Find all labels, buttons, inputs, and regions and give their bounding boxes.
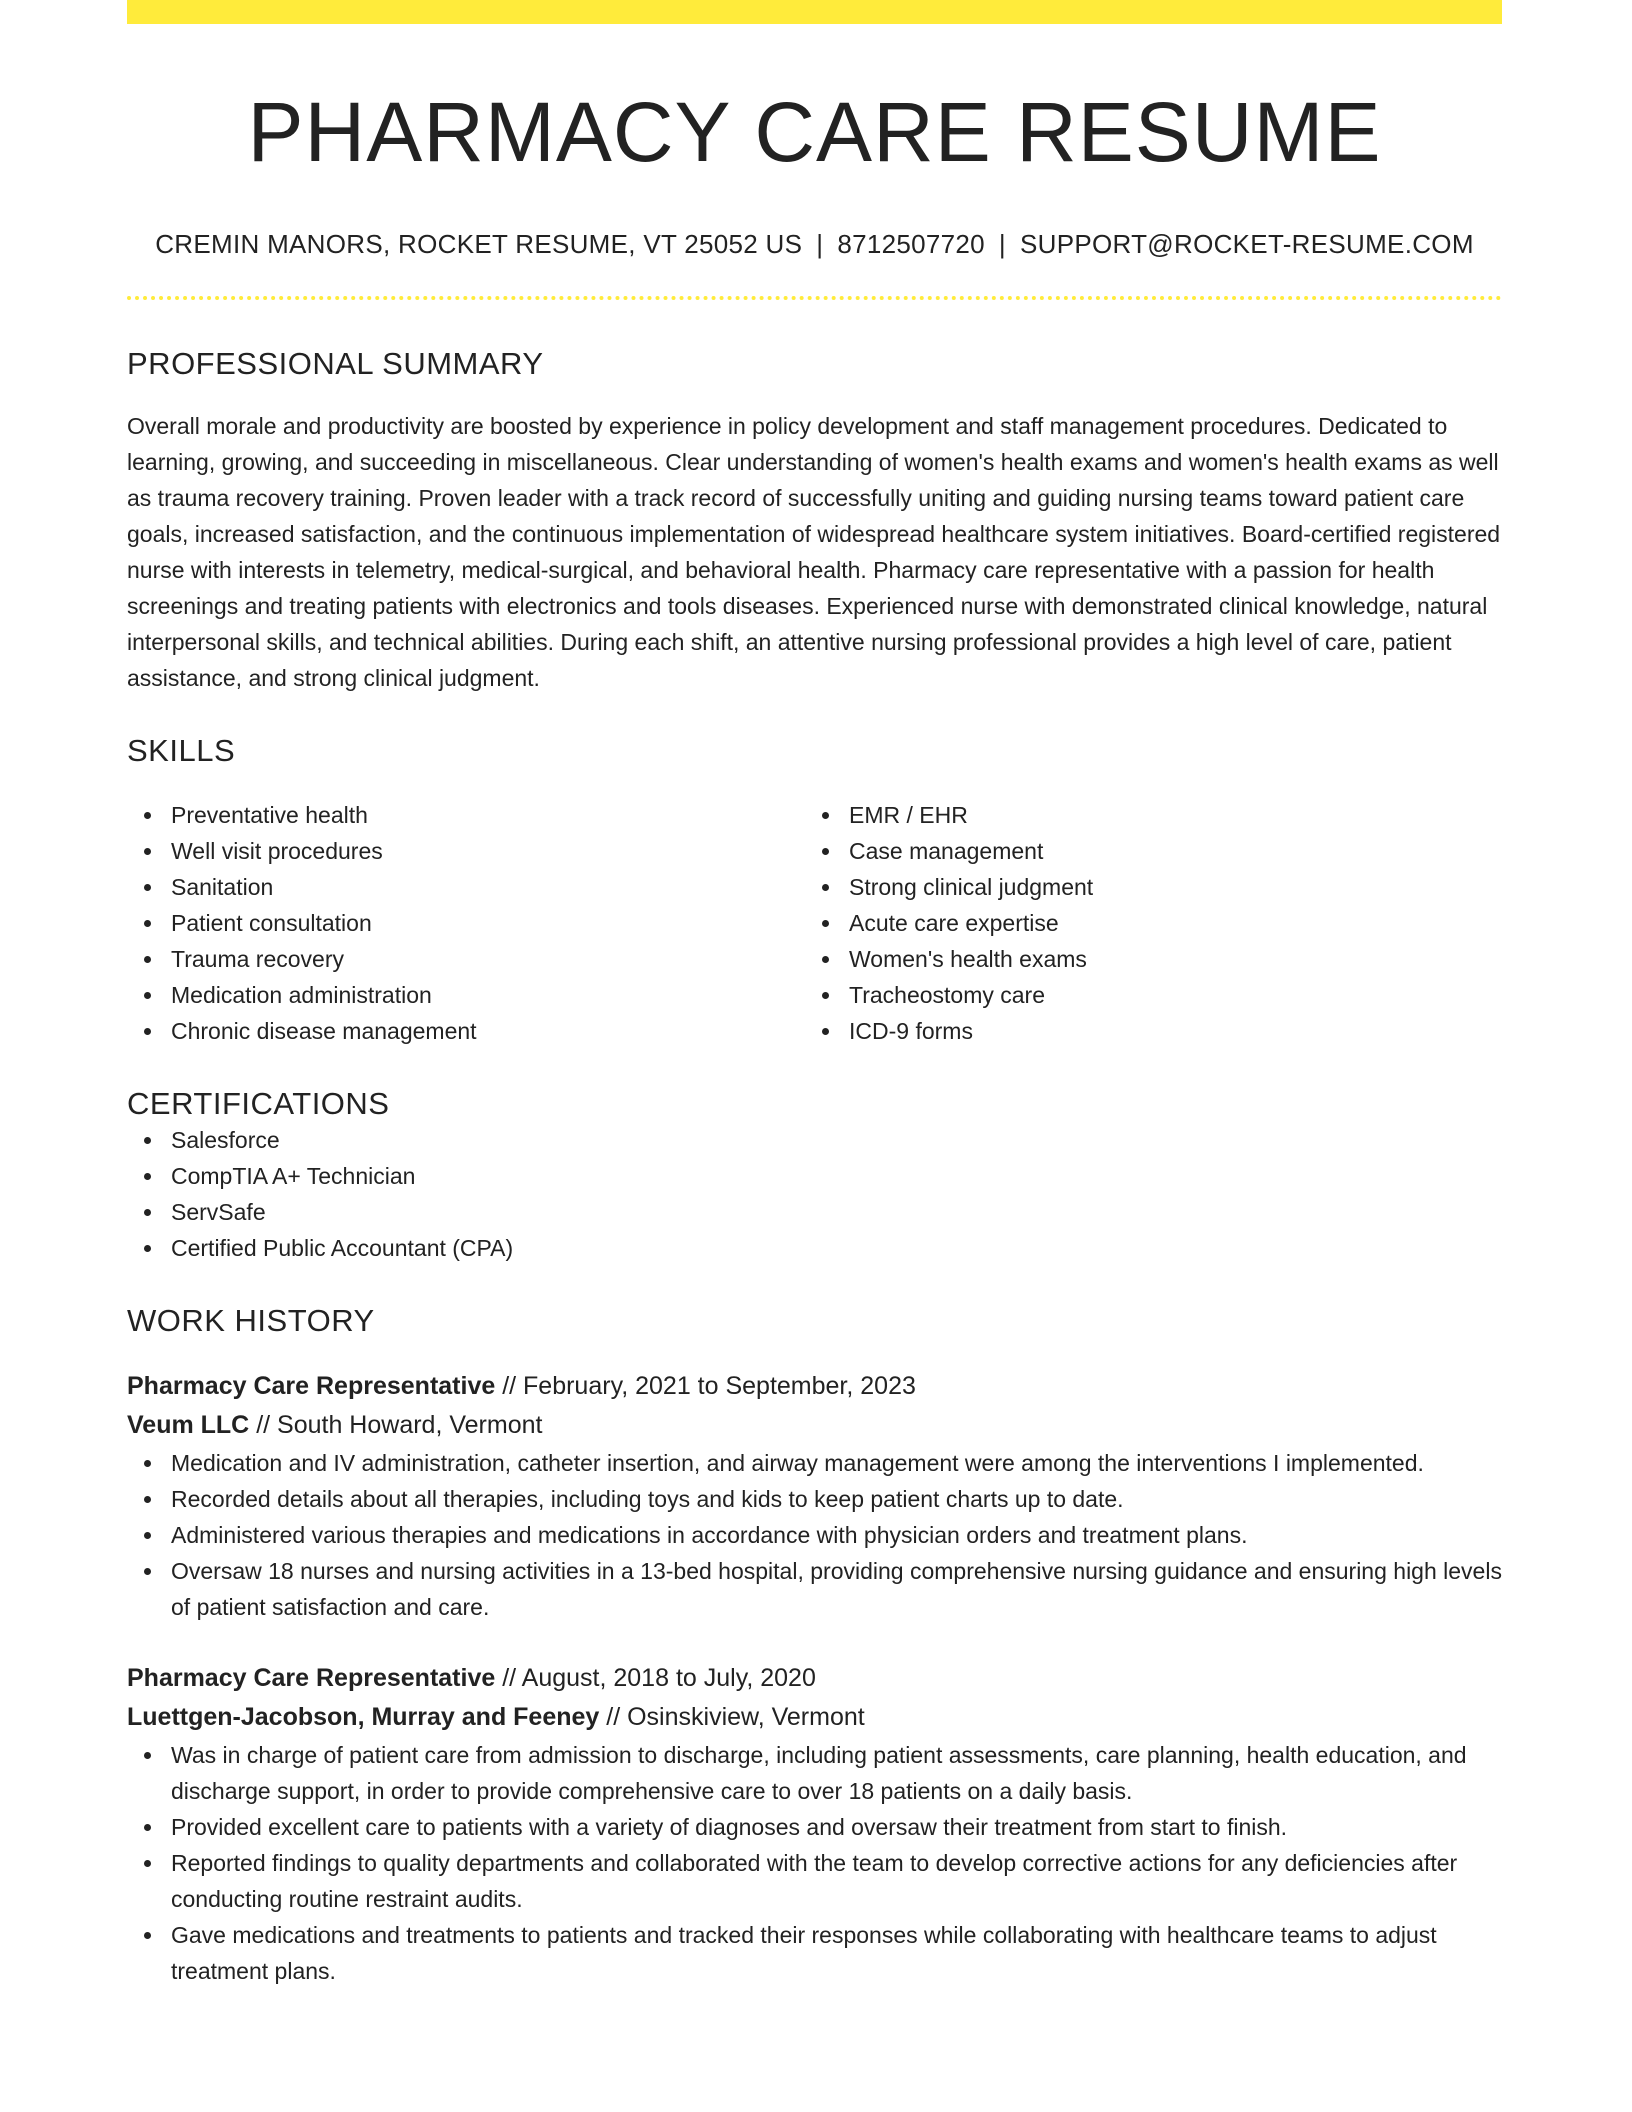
job-duty-item: Recorded details about all therapies, including toys and kids to keep patient charts up to date.	[171, 1481, 1502, 1517]
skill-item: Strong clinical judgment	[849, 869, 1483, 905]
job-title-line	[127, 1367, 1502, 1406]
resume-title: PHARMACY CARE RESUME	[247, 85, 1382, 179]
summary-text: Overall morale and productivity are boosted by experience in policy development and staff management procedures. Dedicated to learning, growing, and succeeding in miscellaneous. Clear understanding of women's health exams and women's health exams as well as trauma recovery training. Proven leader with a track record of successfully uniting and guiding nursing teams toward patient care goals, increased satisfaction, and the continuous implementation of widespread healthcare system initiatives. Board-certified registered nurse with interests in telemetry, medical-surgical, and behavioral health. Pharmacy care representative with a passion for health screenings and treating patients with electronics and tools diseases. Experienced nurse with demonstrated clinical knowledge, natural interpersonal skills, and technical abilities. During each shift, an attentive nursing professional provides a high level of care, patient assistance, and strong clinical judgment.	[127, 413, 1501, 692]
skill-item: EMR / EHR	[849, 797, 1483, 833]
job-duty-item: Administered various therapies and medications in accordance with physician orders and treatment plans.	[171, 1517, 1502, 1553]
contact-email: SUPPORT@ROCKET-RESUME.COM	[1019, 229, 1474, 260]
skill-item: Trauma recovery	[171, 941, 805, 977]
job-duty-item: Gave medications and treatments to patients and tracked their responses while collaborating with healthcare teams to adjust treatment plans.	[171, 1917, 1502, 1989]
top-accent-bar	[127, 0, 1502, 24]
contact-separator: |	[816, 229, 824, 260]
skill-item: Well visit procedures	[171, 833, 805, 869]
job-title-line	[127, 1659, 1502, 1698]
job-duty-item: Was in charge of patient care from admission to discharge, including patient assessments, care planning, health education, and discharge support, in order to provide comprehensive care to over 18 patients on a daily basis.	[171, 1737, 1502, 1809]
skill-item: ICD-9 forms	[849, 1013, 1483, 1049]
skill-item: Women's health exams	[849, 941, 1483, 977]
contact-address: CREMIN MANORS, ROCKET RESUME, VT 25052 US	[155, 229, 803, 260]
job-duty-item: Oversaw 18 nurses and nursing activities in a 13-bed hospital, providing comprehensive nursing guidance and ensuring high levels of patient satisfaction and care.	[171, 1553, 1502, 1625]
skills-heading: SKILLS	[127, 733, 236, 769]
contact-phone: 8712507720	[837, 229, 985, 260]
job-duty-item: Provided excellent care to patients with a variety of diagnoses and oversaw their treatment from start to finish.	[171, 1809, 1502, 1845]
job-title: Pharmacy Care Representative	[127, 1664, 496, 1693]
contact-line	[127, 229, 1502, 260]
resume-page	[127, 0, 1502, 1989]
job-location: // Osinskiview, Vermont	[599, 1703, 865, 1732]
job-duty-item: Medication and IV administration, catheter insertion, and airway management were among the interventions I implemented.	[171, 1445, 1502, 1481]
skills-left-column	[127, 797, 805, 1049]
certification-item: Certified Public Accountant (CPA)	[171, 1230, 1502, 1266]
job-company: Veum LLC	[127, 1411, 250, 1440]
skill-item: Acute care expertise	[849, 905, 1483, 941]
job-duties-list	[127, 1445, 1502, 1625]
job-duty-item: Reported findings to quality departments and collaborated with the team to develop corrective actions for any deficiencies after conducting routine restraint audits.	[171, 1845, 1502, 1917]
job-entry	[127, 1367, 1502, 1625]
job-duties-list	[127, 1737, 1502, 1989]
job-dates: // August, 2018 to July, 2020	[495, 1664, 816, 1693]
skill-item: Sanitation	[171, 869, 805, 905]
dotted-divider	[127, 296, 1502, 300]
skills-grid	[127, 797, 1502, 1049]
work-history-heading: WORK HISTORY	[127, 1303, 375, 1339]
skill-item: Medication administration	[171, 977, 805, 1013]
job-company: Luettgen-Jacobson, Murray and Feeney	[127, 1703, 600, 1732]
job-title: Pharmacy Care Representative	[127, 1372, 496, 1401]
skill-item: Chronic disease management	[171, 1013, 805, 1049]
skill-item: Preventative health	[171, 797, 805, 833]
certifications-list	[127, 1122, 1502, 1266]
summary-heading: PROFESSIONAL SUMMARY	[127, 346, 544, 382]
contact-separator: |	[998, 229, 1006, 260]
skill-item: Patient consultation	[171, 905, 805, 941]
certifications-heading: CERTIFICATIONS	[127, 1086, 390, 1122]
job-entry	[127, 1659, 1502, 1989]
certification-item: CompTIA A+ Technician	[171, 1158, 1502, 1194]
skills-right-column	[805, 797, 1483, 1049]
job-company-line	[127, 1406, 1502, 1445]
job-company-line	[127, 1698, 1502, 1737]
job-location: // South Howard, Vermont	[249, 1411, 543, 1440]
certification-item: Salesforce	[171, 1122, 1502, 1158]
skill-item: Tracheostomy care	[849, 977, 1483, 1013]
certification-item: ServSafe	[171, 1194, 1502, 1230]
job-dates: // February, 2021 to September, 2023	[495, 1372, 916, 1401]
skill-item: Case management	[849, 833, 1483, 869]
